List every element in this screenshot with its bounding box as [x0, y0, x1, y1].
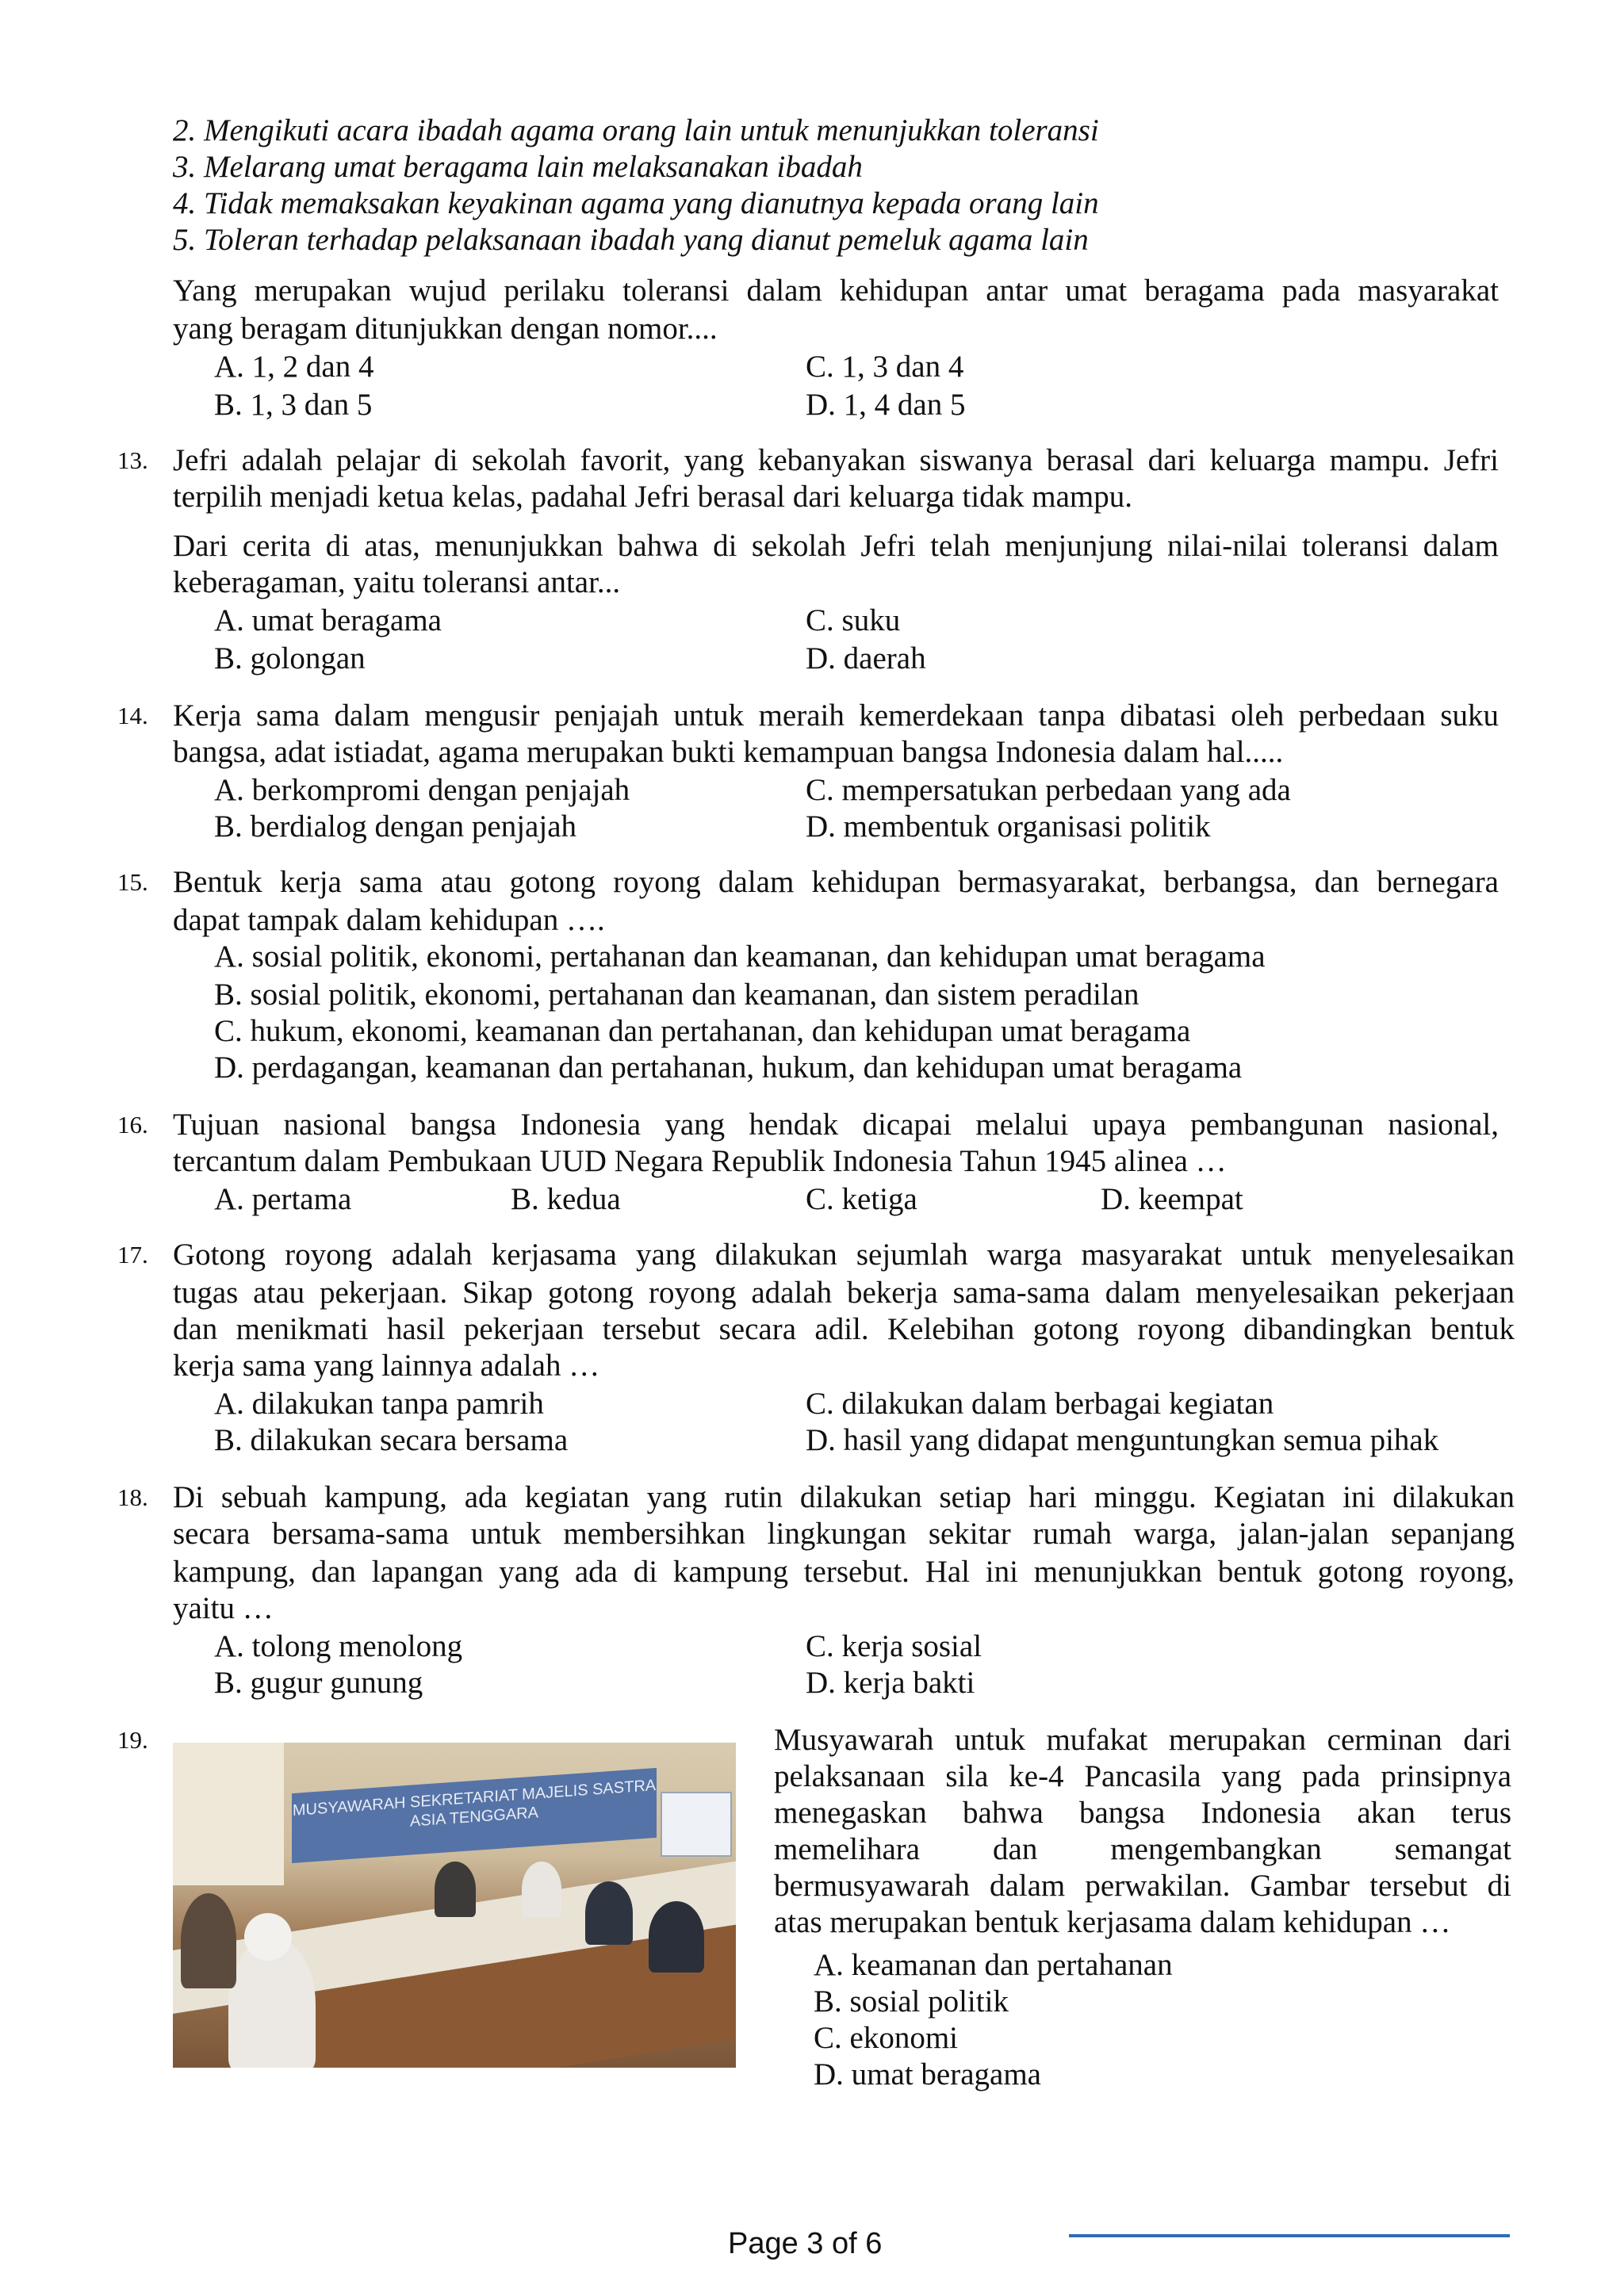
- q12-option-b: B. 1, 3 dan 5: [214, 388, 373, 422]
- intro-item-3: 3. Melarang umat beragama lain melaksanakan ibadah: [173, 150, 863, 184]
- q19-stem-line5: bermusyawarah dalam perwakilan. Gambar tersebut di: [774, 1869, 1511, 1903]
- q15-number: 15.: [117, 868, 148, 896]
- footer-rule: [1069, 2234, 1510, 2237]
- q18-stem-line4: yaitu …: [173, 1591, 274, 1625]
- q13-option-a: A. umat beragama: [214, 603, 442, 637]
- q15-option-b: B. sosial politik, ekonomi, pertahanan dan keamanan, dan sistem peradilan: [214, 978, 1139, 1012]
- photo-window: [173, 1743, 284, 1885]
- q13-number: 13.: [117, 446, 148, 474]
- q17-stem-line2: tugas atau pekerjaan. Sikap gotong royong adalah bekerja sama-sama dalam menyelesaikan pekerjaan: [173, 1276, 1515, 1310]
- q19-option-d: D. umat beragama: [814, 2057, 1041, 2091]
- photo-head: [244, 1913, 292, 1961]
- q17-option-c: C. dilakukan dalam berbagai kegiatan: [806, 1387, 1274, 1421]
- intro-item-5: 5. Toleran terhadap pelaksanaan ibadah yang dianut pemeluk agama lain: [173, 223, 1089, 257]
- q13-option-c: C. suku: [806, 603, 901, 637]
- q14-stem-line2: bangsa, adat istiadat, agama merupakan bukti kemampuan bangsa Indonesia dalam hal.....: [173, 735, 1284, 769]
- q15-option-c: C. hukum, ekonomi, keamanan dan pertahanan, dan kehidupan umat beragama: [214, 1014, 1191, 1048]
- q13-stem2-line1: Dari cerita di atas, menunjukkan bahwa di sekolah Jefri telah menjunjung nilai-nilai toleransi dalam: [173, 529, 1499, 563]
- page-number: Page 3 of 6: [728, 2227, 883, 2260]
- q19-option-b: B. sosial politik: [814, 1984, 1009, 2019]
- q17-option-b: B. dilakukan secara bersama: [214, 1423, 569, 1457]
- photo-person: [181, 1893, 236, 1988]
- q18-stem-line1: Di sebuah kampung, ada kegiatan yang rutin dilakukan setiap hari minggu. Kegiatan ini dilakukan: [173, 1480, 1515, 1514]
- q15-option-d: D. perdagangan, keamanan dan pertahanan, hukum, dan kehidupan umat beragama: [214, 1050, 1243, 1085]
- photo-screen: [661, 1792, 732, 1857]
- q18-option-b: B. gugur gunung: [214, 1666, 423, 1700]
- q16-option-a: A. pertama: [214, 1182, 352, 1216]
- photo-person: [585, 1881, 633, 1945]
- q15-option-a: A. sosial politik, ekonomi, pertahanan dan keamanan, dan kehidupan umat beragama: [214, 939, 1266, 974]
- photo-person: [649, 1901, 704, 1973]
- q18-option-d: D. kerja bakti: [806, 1666, 975, 1700]
- q12-option-a: A. 1, 2 dan 4: [214, 350, 374, 384]
- q14-option-a: A. berkompromi dengan penjajah: [214, 773, 630, 807]
- q18-option-a: A. tolong menolong: [214, 1629, 463, 1663]
- q17-number: 17.: [117, 1241, 148, 1269]
- q18-stem-line3: kampung, dan lapangan yang ada di kampung tersebut. Hal ini menunjukkan bentuk gotong royong,: [173, 1555, 1515, 1589]
- meeting-photo: [173, 1743, 736, 2068]
- photo-banner: MUSYAWARAH SEKRETARIAT MAJELIS SASTRA ASIA TENGGARA: [292, 1768, 657, 1863]
- photo-person: [435, 1862, 476, 1917]
- q12-option-d: D. 1, 4 dan 5: [806, 388, 966, 422]
- q16-stem-line2: tercantum dalam Pembukaan UUD Negara Republik Indonesia Tahun 1945 alinea …: [173, 1144, 1227, 1178]
- q15-stem-line1: Bentuk kerja sama atau gotong royong dalam kehidupan bermasyarakat, berbangsa, dan bernegara: [173, 865, 1499, 899]
- q18-stem-line2: secara bersama-sama untuk membersihkan lingkungan sekitar rumah warga, jalan-jalan sepanjang: [173, 1517, 1515, 1551]
- q16-option-c: C. ketiga: [806, 1182, 917, 1216]
- intro-item-4: 4. Tidak memaksakan keyakinan agama yang dianutnya kepada orang lain: [173, 186, 1099, 220]
- q15-stem-line2: dapat tampak dalam kehidupan ….: [173, 903, 605, 937]
- q12-stem-line1: Yang merupakan wujud perilaku toleransi dalam kehidupan antar umat beragama pada masyarakat: [173, 274, 1499, 308]
- q13-option-b: B. golongan: [214, 641, 366, 675]
- q17-stem-line3: dan menikmati hasil pekerjaan tersebut secara adil. Kelebihan gotong royong dibandingkan bentuk: [173, 1312, 1515, 1346]
- q19-stem-line1: Musyawarah untuk mufakat merupakan cerminan dari: [774, 1723, 1511, 1757]
- q13-option-d: D. daerah: [806, 641, 926, 675]
- q19-option-c: C. ekonomi: [814, 2021, 958, 2055]
- q19-stem-line3: menegaskan bahwa bangsa Indonesia akan terus: [774, 1796, 1511, 1830]
- q14-stem-line1: Kerja sama dalam mengusir penjajah untuk meraih kemerdekaan tanpa dibatasi oleh perbedaan suku: [173, 698, 1499, 733]
- q16-stem-line1: Tujuan nasional bangsa Indonesia yang hendak dicapai melalui upaya pembangunan nasional,: [173, 1108, 1499, 1142]
- q18-option-c: C. kerja sosial: [806, 1629, 982, 1663]
- q19-option-a: A. keamanan dan pertahanan: [814, 1948, 1173, 1982]
- q14-option-b: B. berdialog dengan penjajah: [214, 809, 577, 844]
- q14-option-c: C. mempersatukan perbedaan yang ada: [806, 773, 1291, 807]
- q16-number: 16.: [117, 1111, 148, 1138]
- q12-stem-line2: yang beragam ditunjukkan dengan nomor....: [173, 312, 718, 346]
- q17-stem-line1: Gotong royong adalah kerjasama yang dilakukan sejumlah warga masyarakat untuk menyelesaikan: [173, 1238, 1515, 1272]
- q12-option-c: C. 1, 3 dan 4: [806, 350, 964, 384]
- q19-stem-line4: memelihara dan mengembangkan semangat: [774, 1832, 1511, 1866]
- q17-option-d: D. hasil yang didapat menguntungkan semua pihak: [806, 1423, 1439, 1457]
- q14-number: 14.: [117, 702, 148, 729]
- q17-option-a: A. dilakukan tanpa pamrih: [214, 1387, 544, 1421]
- intro-item-2: 2. Mengikuti acara ibadah agama orang lain untuk menunjukkan toleransi: [173, 113, 1099, 147]
- q19-number: 19.: [117, 1726, 148, 1754]
- q16-option-d: D. keempat: [1101, 1182, 1243, 1216]
- q13-stem-line1: Jefri adalah pelajar di sekolah favorit, yang kebanyakan siswanya berasal dari keluarga mampu. Jefri: [173, 443, 1499, 477]
- q17-stem-line4: kerja sama yang lainnya adalah …: [173, 1349, 600, 1383]
- q19-stem-line2: pelaksanaan sila ke-4 Pancasila yang pada prinsipnya: [774, 1759, 1511, 1793]
- q14-option-d: D. membentuk organisasi politik: [806, 809, 1211, 844]
- q16-option-b: B. kedua: [511, 1182, 621, 1216]
- q13-stem-line2: terpilih menjadi ketua kelas, padahal Jefri berasal dari keluarga tidak mampu.: [173, 480, 1132, 514]
- q18-number: 18.: [117, 1483, 148, 1511]
- photo-person: [522, 1862, 561, 1917]
- q19-stem-line6: atas merupakan bentuk kerjasama dalam kehidupan …: [774, 1905, 1451, 1939]
- q13-stem2-line2: keberagaman, yaitu toleransi antar...: [173, 565, 621, 599]
